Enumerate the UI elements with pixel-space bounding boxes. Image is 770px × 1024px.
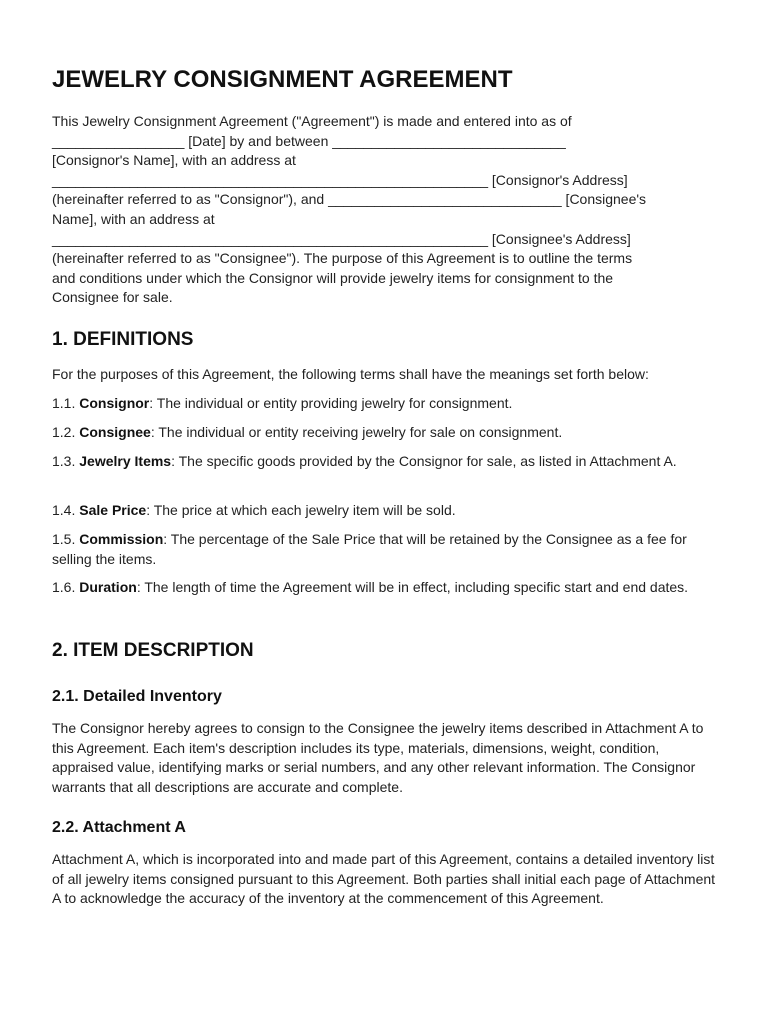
definition-text: : The individual or entity receiving jewelry for sale on consignment. (150, 424, 563, 440)
subsection-2-2-text: Attachment A, which is incorporated into and made part of this Agreement, contains a detailed inventory list of all jewelry items consigned pursuant to this Agreement. Both parties shall initial each page of Attachment A to acknowledge the accuracy of the inventory at the commencement of this Agreement. (52, 851, 716, 907)
subsection-2-1-text: The Consignor hereby agrees to consign to the Consignee the jewelry items described in Attachment A to this Agreement. Each item's description includes its type, materials, dimensions, weight, condition, appraised value, identifying marks or serial numbers, and any other relevant information. The Consignor warrants that all descriptions are accurate and complete. (52, 720, 704, 795)
definition-text: : The individual or entity providing jewelry for consignment. (149, 395, 513, 411)
definition-text: : The percentage of the Sale Price that will be retained by the Consignee as a fee for selling the items. (52, 531, 687, 567)
definition-term: Duration (79, 579, 137, 595)
intro-line: ________________________________________________________ [Consignee's Address] (52, 230, 631, 247)
definition-number: 1.1. (52, 395, 80, 411)
intro-line: This Jewelry Consignment Agreement ("Agreement") is made and entered into as of (52, 113, 572, 129)
definition-item (52, 394, 722, 414)
definition-number: 1.4. (52, 502, 80, 518)
definition-item (52, 423, 722, 443)
document-title: JEWELRY CONSIGNMENT AGREEMENT (52, 66, 513, 93)
intro-line: (hereinafter referred to as "Consignee"). The purpose of this Agreement is to outline the terms (52, 250, 633, 267)
intro-line: _________________ [Date] by and between ______________________________ (52, 132, 566, 149)
definition-number: 1.2. (52, 424, 80, 440)
definition-text: : The price at which each jewelry item will be sold. (146, 502, 456, 518)
definition-number: 1.5. (52, 531, 80, 547)
intro-line: ________________________________________________________ [Consignor's Address] (52, 171, 628, 188)
definition-number: 1.6. (52, 579, 80, 595)
subsection-2-2-heading: 2.2. Attachment A (52, 819, 186, 836)
intro-line: [Consignor's Name], with an address at (52, 152, 296, 169)
intro-line: Consignee for sale. (52, 289, 173, 306)
section-1-heading: 1. DEFINITIONS (52, 329, 194, 350)
definition-term: Jewelry Items (79, 453, 172, 469)
definition-term: Consignor (79, 395, 150, 411)
definitions-lead: For the purposes of this Agreement, the following terms shall have the meanings set forth below: (52, 366, 649, 382)
definition-item (52, 578, 722, 598)
definition-term: Consignee (79, 424, 151, 440)
definition-text: : The length of time the Agreement will be in effect, including specific start and end dates. (136, 579, 689, 595)
intro-line: Name], with an address at (52, 210, 215, 227)
intro-paragraph (52, 112, 722, 308)
definition-item (52, 501, 722, 521)
subsection-2-1-heading: 2.1. Detailed Inventory (52, 688, 222, 705)
definition-number: 1.3. (52, 453, 80, 469)
definition-term: Sale Price (79, 502, 147, 518)
definition-item (52, 452, 722, 472)
definition-term: Commission (79, 531, 164, 547)
definition-item (52, 530, 722, 569)
intro-line: (hereinafter referred to as "Consignor"), and ______________________________ [Consignee's (52, 191, 647, 208)
definition-text: : The specific goods provided by the Consignor for sale, as listed in Attachment A. (171, 453, 677, 469)
section-2-heading: 2. ITEM DESCRIPTION (52, 640, 254, 661)
intro-line: and conditions under which the Consignor will provide jewelry items for consignment to the (52, 269, 614, 286)
